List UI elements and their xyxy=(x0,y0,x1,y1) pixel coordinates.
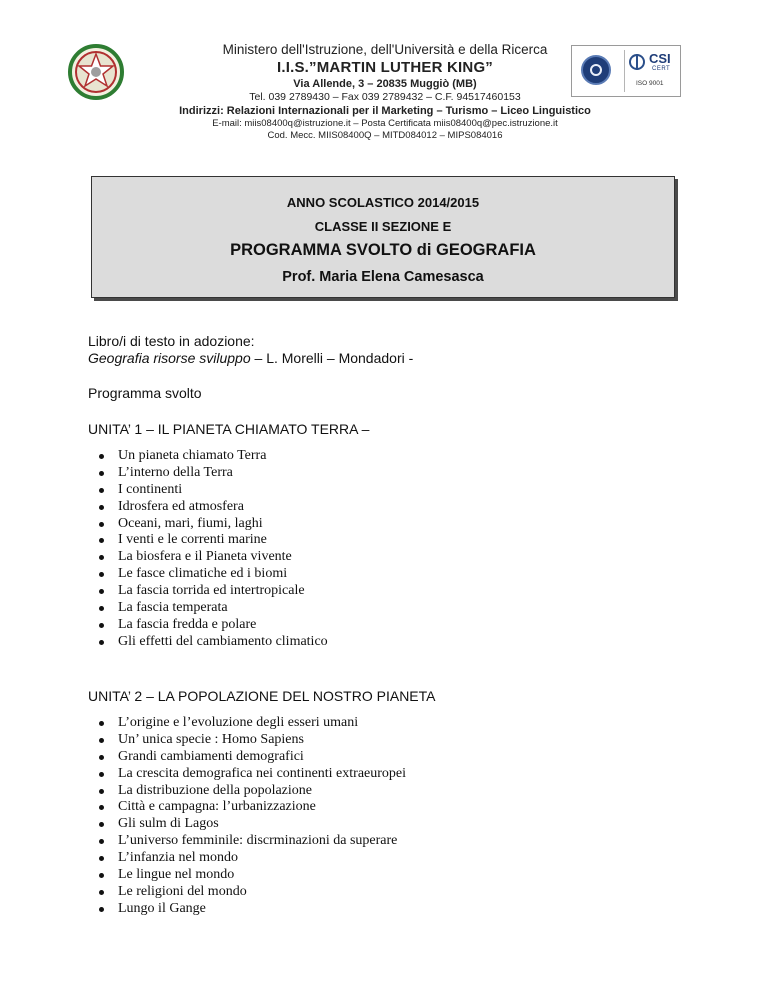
list-item: I continenti xyxy=(88,482,328,499)
textbook-label: Libro/i di testo in adozione: xyxy=(88,333,255,349)
globe-icon xyxy=(629,54,645,70)
list-item: I venti e le correnti marine xyxy=(88,532,328,549)
list-item: L’universo femminile: discrminazioni da superare xyxy=(88,833,406,850)
textbook-title: Geografia risorse sviluppo xyxy=(88,350,251,366)
cert-sub: CERT xyxy=(652,66,671,72)
program-title: PROGRAMMA SVOLTO di GEOGRAFIA xyxy=(230,241,536,259)
unit-topic-list xyxy=(88,448,328,651)
list-item: Un pianeta chiamato Terra xyxy=(88,448,328,465)
school-codes: Cod. Mecc. MIIS08400Q – MITD084012 – MIPS084016 xyxy=(267,130,503,142)
list-item: Le religioni del mondo xyxy=(88,884,406,901)
school-contacts: Tel. 039 2789430 – Fax 039 2789432 – C.F. 94517460153 xyxy=(249,91,521,104)
school-email: E-mail: miis08400q@istruzione.it – Posta Certificata miis08400q@pec.istruzione.it xyxy=(212,118,558,130)
list-item: La fascia temperata xyxy=(88,600,328,617)
list-item: Un’ unica specie : Homo Sapiens xyxy=(88,732,406,749)
certification-logo xyxy=(571,45,681,97)
list-item: Le fasce climatiche ed i biomi xyxy=(88,566,328,583)
seal-icon xyxy=(581,55,611,85)
unit-title: UNITA’ 2 – LA POPOLAZIONE DEL NOSTRO PIANETA xyxy=(88,688,436,704)
school-address: Via Allende, 3 – 20835 Muggiò (MB) xyxy=(293,77,477,90)
class-section: CLASSE II SEZIONE E xyxy=(314,219,452,234)
cert-brand: CSI xyxy=(649,51,671,66)
list-item: La fascia fredda e polare xyxy=(88,617,328,634)
list-item: Città e campagna: l’urbanizzazione xyxy=(88,799,406,816)
textbook-author-publisher: – L. Morelli – Mondadori - xyxy=(250,350,414,366)
cert-iso: ISO 9001 xyxy=(636,80,664,87)
list-item: L’origine e l’evoluzione degli esseri umani xyxy=(88,715,406,732)
ministry-name: Ministero dell'Istruzione, dell'Università e della Ricerca xyxy=(222,42,548,57)
list-item: Le lingue nel mondo xyxy=(88,867,406,884)
list-item: Gli effetti del cambiamento climatico xyxy=(88,634,328,651)
list-item: Oceani, mari, fiumi, laghi xyxy=(88,516,328,533)
title-box xyxy=(91,176,675,298)
unit-topic-list xyxy=(88,715,406,918)
list-item: La distribuzione della popolazione xyxy=(88,783,406,800)
list-item: L’infanzia nel mondo xyxy=(88,850,406,867)
school-name: I.I.S.”MARTIN LUTHER KING” xyxy=(276,58,494,76)
list-item: La biosfera e il Pianeta vivente xyxy=(88,549,328,566)
italian-republic-emblem-icon xyxy=(68,44,124,100)
letterhead xyxy=(150,42,620,142)
list-item: Gli sulm di Lagos xyxy=(88,816,406,833)
textbook-line xyxy=(88,350,413,366)
list-item: Lungo il Gange xyxy=(88,901,406,918)
list-item: L’interno della Terra xyxy=(88,465,328,482)
logo-divider xyxy=(624,50,625,92)
list-item: Grandi cambiamenti demografici xyxy=(88,749,406,766)
list-item: La crescita demografica nei continenti extraeuropei xyxy=(88,766,406,783)
list-item: Idrosfera ed atmosfera xyxy=(88,499,328,516)
professor-name: Prof. Maria Elena Camesasca xyxy=(282,269,484,285)
list-item: La fascia torrida ed intertropicale xyxy=(88,583,328,600)
program-heading: Programma svolto xyxy=(88,385,202,401)
school-programs: Indirizzi: Relazioni Internazionali per il Marketing – Turismo – Liceo Linguistico xyxy=(179,104,591,117)
unit-title: UNITA’ 1 – IL PIANETA CHIAMATO TERRA – xyxy=(88,421,370,437)
school-year: ANNO SCOLASTICO 2014/2015 xyxy=(286,195,480,210)
